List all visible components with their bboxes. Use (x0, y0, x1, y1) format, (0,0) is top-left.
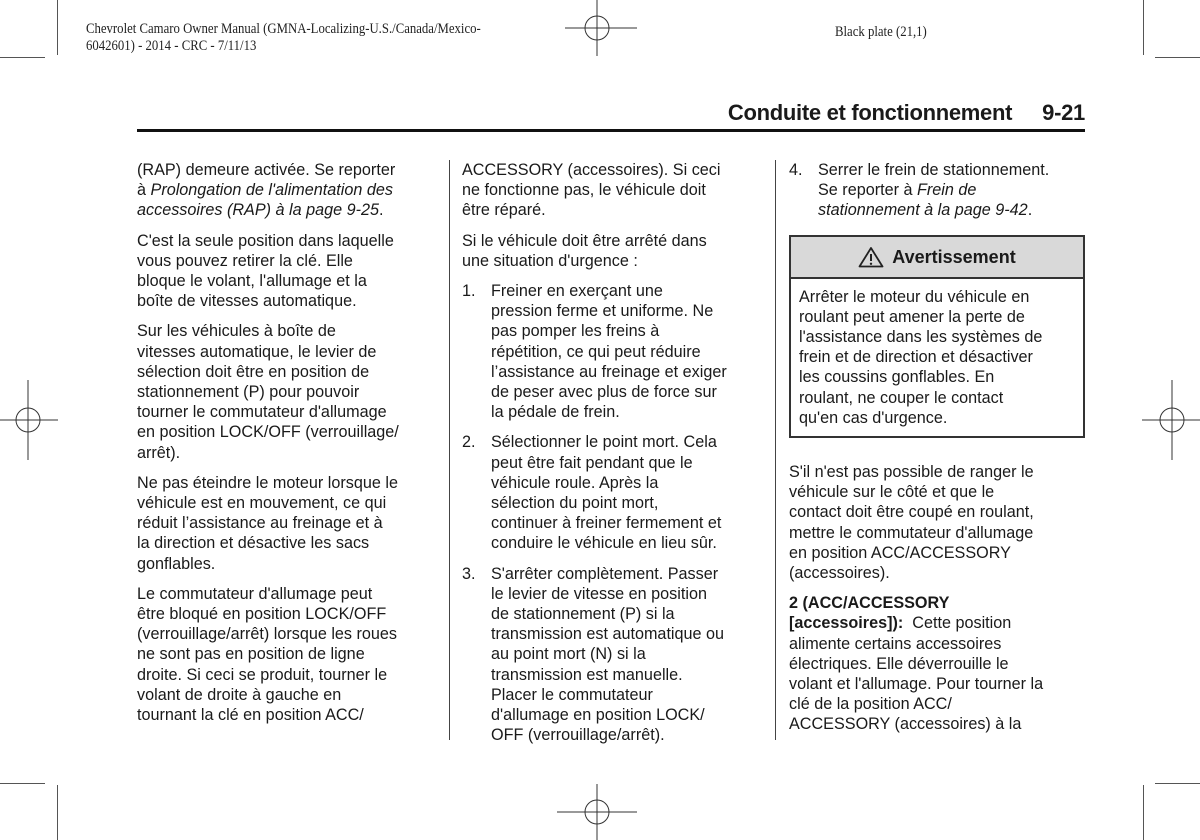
text-line (137, 402, 437, 422)
text-line (491, 644, 724, 664)
text-segment: . (1027, 201, 1033, 220)
text-line (462, 251, 762, 271)
page-number: 9-21 (1042, 100, 1085, 125)
text-line (818, 200, 1049, 220)
text-segment: S'il n'est pas possible de ranger le (789, 463, 1034, 482)
text-line (818, 160, 1049, 180)
text-line (491, 342, 727, 362)
text-line (789, 674, 1089, 694)
text-segment: Serrer le frein de stationnement. (818, 161, 1050, 179)
list-item (462, 564, 762, 746)
crop-mark (1143, 785, 1144, 840)
text-segment: le levier de vitesse en position (491, 584, 707, 603)
text-line (137, 422, 437, 442)
text-segment: Arrêter le moteur du véhicule en (799, 287, 1030, 306)
registration-mark-icon (557, 0, 637, 56)
text-segment: vous pouvez retirer la clé. Elle (137, 251, 353, 270)
text-segment: ACCESSORY (accessoires) à la (789, 715, 1022, 734)
text-line (137, 644, 437, 664)
list-item (789, 160, 1089, 221)
text-segment: alimente certains accessoires (789, 634, 1002, 653)
list-number: 1. (462, 282, 476, 301)
text-segment: contact doit être coupé en roulant, (789, 503, 1034, 522)
text-line (491, 473, 721, 493)
text-line (137, 200, 437, 220)
paragraph (789, 462, 1089, 583)
text-segment: qu'en cas d'urgence. (799, 408, 948, 427)
text-line (491, 301, 727, 321)
text-segment: . (379, 201, 384, 220)
text-segment: Placer le commutateur (491, 685, 653, 704)
text-segment: ne sont pas en position de ligne (137, 645, 365, 664)
text-line (799, 347, 1075, 367)
text-line (491, 321, 727, 341)
text-line (789, 714, 1089, 734)
crop-mark (57, 785, 58, 840)
registration-mark-icon (1142, 380, 1200, 460)
text-line (462, 231, 762, 251)
text-segment: pression ferme et uniforme. Ne (491, 302, 714, 321)
text-segment: l'assistance dans les systèmes de (799, 328, 1043, 347)
text-segment: électriques. Elle déverrouille le (789, 654, 1009, 673)
text-line (462, 180, 762, 200)
text-segment: transmission est manuelle. (491, 665, 683, 684)
text-segment: réduit l’assistance au freinage et à (137, 514, 383, 533)
text-segment: boîte de vitesses automatique. (137, 292, 357, 311)
text-line (789, 613, 1089, 633)
text-segment: au point mort (N) si la (491, 645, 646, 664)
paragraph (789, 593, 1089, 734)
text-line (491, 665, 724, 685)
text-line (491, 624, 724, 644)
manual-info-line1: Chevrolet Camaro Owner Manual (GMNA-Localizing-U.S./Canada/Mexico- (86, 21, 481, 37)
paragraph (462, 160, 762, 221)
text-segment: droite. Si ceci se produit, tourner le (137, 665, 388, 684)
list-number: 4. (789, 161, 803, 179)
text-line (789, 523, 1089, 543)
crop-mark (57, 0, 58, 55)
text-segment: peut être fait pendant que le (491, 453, 693, 472)
text-line (462, 160, 762, 180)
text-line (491, 604, 724, 624)
text-line (799, 307, 1075, 327)
list-item (462, 432, 762, 553)
paragraph (137, 473, 437, 574)
column-3 (789, 160, 1089, 745)
text-segment: (RAP) demeure activée. Se reporter (137, 161, 396, 179)
text-line (491, 584, 724, 604)
text-segment: Sur les véhicules à boîte de (137, 322, 336, 341)
text-segment: véhicule sur le côté et que le (789, 483, 995, 502)
text-line (491, 382, 727, 402)
text-segment: ne fonctionne pas, le véhicule doit (462, 181, 706, 200)
text-line (818, 180, 1049, 200)
cross-reference: accessoires (RAP) à la page 9-25 (137, 201, 380, 220)
text-segment: [accessoires]): (789, 614, 904, 633)
list-item (462, 281, 762, 422)
text-line (137, 604, 437, 624)
warning-text (791, 279, 1083, 436)
text-line (137, 251, 437, 271)
text-segment: une situation d'urgence : (462, 251, 638, 270)
text-line (137, 382, 437, 402)
text-segment: Se reporter à (818, 181, 917, 200)
text-segment: être bloqué en position LOCK/OFF (137, 605, 387, 624)
column-divider (449, 160, 450, 740)
text-line (137, 160, 437, 180)
text-segment: C'est la seule position dans laquelle (137, 231, 394, 250)
text-segment: frein et de direction et désactiver (799, 348, 1033, 367)
text-line (789, 694, 1089, 714)
text-segment: Sélectionner le point mort. Cela (491, 433, 717, 452)
text-segment: répétition, ce qui peut réduire (491, 342, 701, 361)
text-segment: en position ACC/ACCESSORY (789, 543, 1011, 562)
text-line (137, 342, 437, 362)
text-line (137, 443, 437, 463)
text-line (137, 685, 437, 705)
column-divider (775, 160, 776, 740)
text-segment: l’assistance au freinage et exiger (491, 362, 727, 381)
list-number: 2. (462, 433, 476, 452)
text-line (137, 533, 437, 553)
text-segment: vitesses automatique, le levier de (137, 342, 377, 361)
text-segment: (verrouillage/arrêt) lorsque les roues (137, 625, 398, 644)
text-line (799, 408, 1075, 428)
text-line (789, 593, 1089, 613)
paragraph (137, 231, 437, 312)
text-segment: pas pomper les freins à (491, 322, 660, 341)
text-line (789, 502, 1089, 522)
text-segment: de peser avec plus de force sur (491, 383, 717, 402)
registration-mark-icon (557, 784, 637, 840)
warning-header (791, 237, 1083, 279)
text-segment: arrêt). (137, 443, 181, 462)
cross-reference: stationnement à la page 9-42 (818, 201, 1028, 220)
text-line (491, 533, 721, 553)
paragraph (137, 160, 437, 221)
text-segment: sélection du point mort, (491, 494, 659, 513)
text-segment: véhicule est en mouvement, ce qui (137, 494, 387, 513)
text-segment: Freiner en exerçant une (491, 282, 663, 301)
text-segment: la direction et désactive les sacs (137, 534, 370, 553)
text-line (491, 402, 727, 422)
text-segment: (accessoires). (789, 564, 890, 583)
text-line (137, 665, 437, 685)
list-text (491, 432, 721, 553)
warning-title: Avertissement (892, 246, 1016, 267)
manual-info (86, 21, 481, 55)
text-line (789, 654, 1089, 674)
text-line (137, 321, 437, 341)
text-segment: en position LOCK/OFF (verrouillage/ (137, 423, 399, 442)
text-segment: de stationnement (P) si la (491, 605, 675, 624)
text-segment: volant de droite à gauche en (137, 685, 342, 704)
paragraph (462, 231, 762, 271)
text-line (491, 725, 724, 745)
text-line (137, 584, 437, 604)
text-segment: tourner le commutateur d'allumage (137, 403, 387, 422)
text-line (137, 705, 437, 725)
text-line (789, 482, 1089, 502)
list-text (491, 281, 727, 422)
text-line (137, 513, 437, 533)
text-line (137, 473, 437, 493)
text-line (137, 291, 437, 311)
manual-info-line2: 6042601) - 2014 - CRC - 7/11/13 (86, 38, 257, 54)
list-number: 3. (462, 564, 476, 583)
text-segment: d'allumage en position LOCK/ (491, 706, 705, 725)
text-segment: OFF (verrouillage/arrêt). (491, 726, 665, 745)
text-line (491, 432, 721, 452)
text-segment: transmission est automatique ou (491, 625, 725, 644)
text-line (137, 180, 437, 200)
text-line (789, 543, 1089, 563)
text-line (491, 685, 724, 705)
text-line (137, 624, 437, 644)
text-segment: Cette position (903, 614, 1012, 633)
crop-mark (0, 57, 45, 58)
crop-mark (1155, 57, 1200, 58)
header-rule (137, 129, 1085, 132)
text-segment: Si le véhicule doit être arrêté dans (462, 231, 707, 250)
text-line (799, 327, 1075, 347)
text-line (491, 281, 727, 301)
text-segment: clé de la position ACC/ (789, 695, 952, 714)
text-line (491, 493, 721, 513)
text-line (799, 287, 1075, 307)
paragraph (137, 321, 437, 462)
cross-reference: Frein de (916, 181, 977, 200)
warning-box (789, 235, 1085, 438)
text-segment: les coussins gonflables. En (799, 368, 995, 387)
text-segment: véhicule roule. Après la (491, 473, 659, 492)
text-segment: gonflables. (137, 554, 216, 573)
text-segment: 2 (ACC/ACCESSORY (789, 594, 950, 613)
list-text (818, 160, 1049, 221)
text-line (799, 388, 1075, 408)
registration-mark-icon (0, 380, 58, 460)
text-segment: être réparé. (462, 201, 546, 220)
text-line (789, 462, 1089, 482)
column-2 (462, 160, 762, 755)
cross-reference: Prolongation de l'alimentation des (150, 181, 393, 200)
text-line (491, 513, 721, 533)
warning-triangle-icon (858, 246, 884, 268)
text-segment: continuer à freiner fermement et (491, 514, 722, 533)
text-line (799, 367, 1075, 387)
text-line (137, 554, 437, 574)
text-line (137, 493, 437, 513)
column-1 (137, 160, 437, 735)
text-segment: bloque le volant, l'allumage et la (137, 272, 367, 291)
text-segment: à (137, 181, 151, 200)
text-line (137, 271, 437, 291)
plate-label: Black plate (21,1) (835, 24, 927, 40)
text-segment: mettre le commutateur d'allumage (789, 523, 1034, 542)
text-line (491, 362, 727, 382)
text-segment: stationnement (P) pour pouvoir (137, 383, 360, 402)
text-line (789, 563, 1089, 583)
text-segment: ACCESSORY (accessoires). Si ceci (462, 161, 721, 179)
crop-mark (0, 783, 45, 784)
crop-mark (1155, 783, 1200, 784)
text-line (137, 362, 437, 382)
section-header (728, 100, 1085, 126)
list-text (491, 564, 724, 746)
text-line (137, 231, 437, 251)
text-segment: Ne pas éteindre le moteur lorsque le (137, 473, 398, 492)
text-line (491, 564, 724, 584)
text-segment: roulant, ne couper le contact (799, 388, 1004, 407)
text-segment: roulant peut amener la perte de (799, 307, 1025, 326)
text-segment: volant et l'allumage. Pour tourner la (789, 675, 1044, 694)
paragraph (137, 584, 437, 725)
text-line (491, 705, 724, 725)
crop-mark (1143, 0, 1144, 55)
text-segment: S'arrêter complètement. Passer (491, 564, 719, 583)
text-segment: Le commutateur d'allumage peut (137, 584, 373, 603)
section-title: Conduite et fonctionnement (727, 100, 1013, 125)
text-segment: conduire le véhicule en lieu sûr. (491, 534, 717, 553)
text-segment: sélection doit être en position de (137, 362, 370, 381)
text-line (462, 200, 762, 220)
text-segment: tournant la clé en position ACC/ (137, 706, 364, 725)
text-line (789, 634, 1089, 654)
text-line (491, 453, 721, 473)
text-segment: la pédale de frein. (491, 403, 620, 422)
